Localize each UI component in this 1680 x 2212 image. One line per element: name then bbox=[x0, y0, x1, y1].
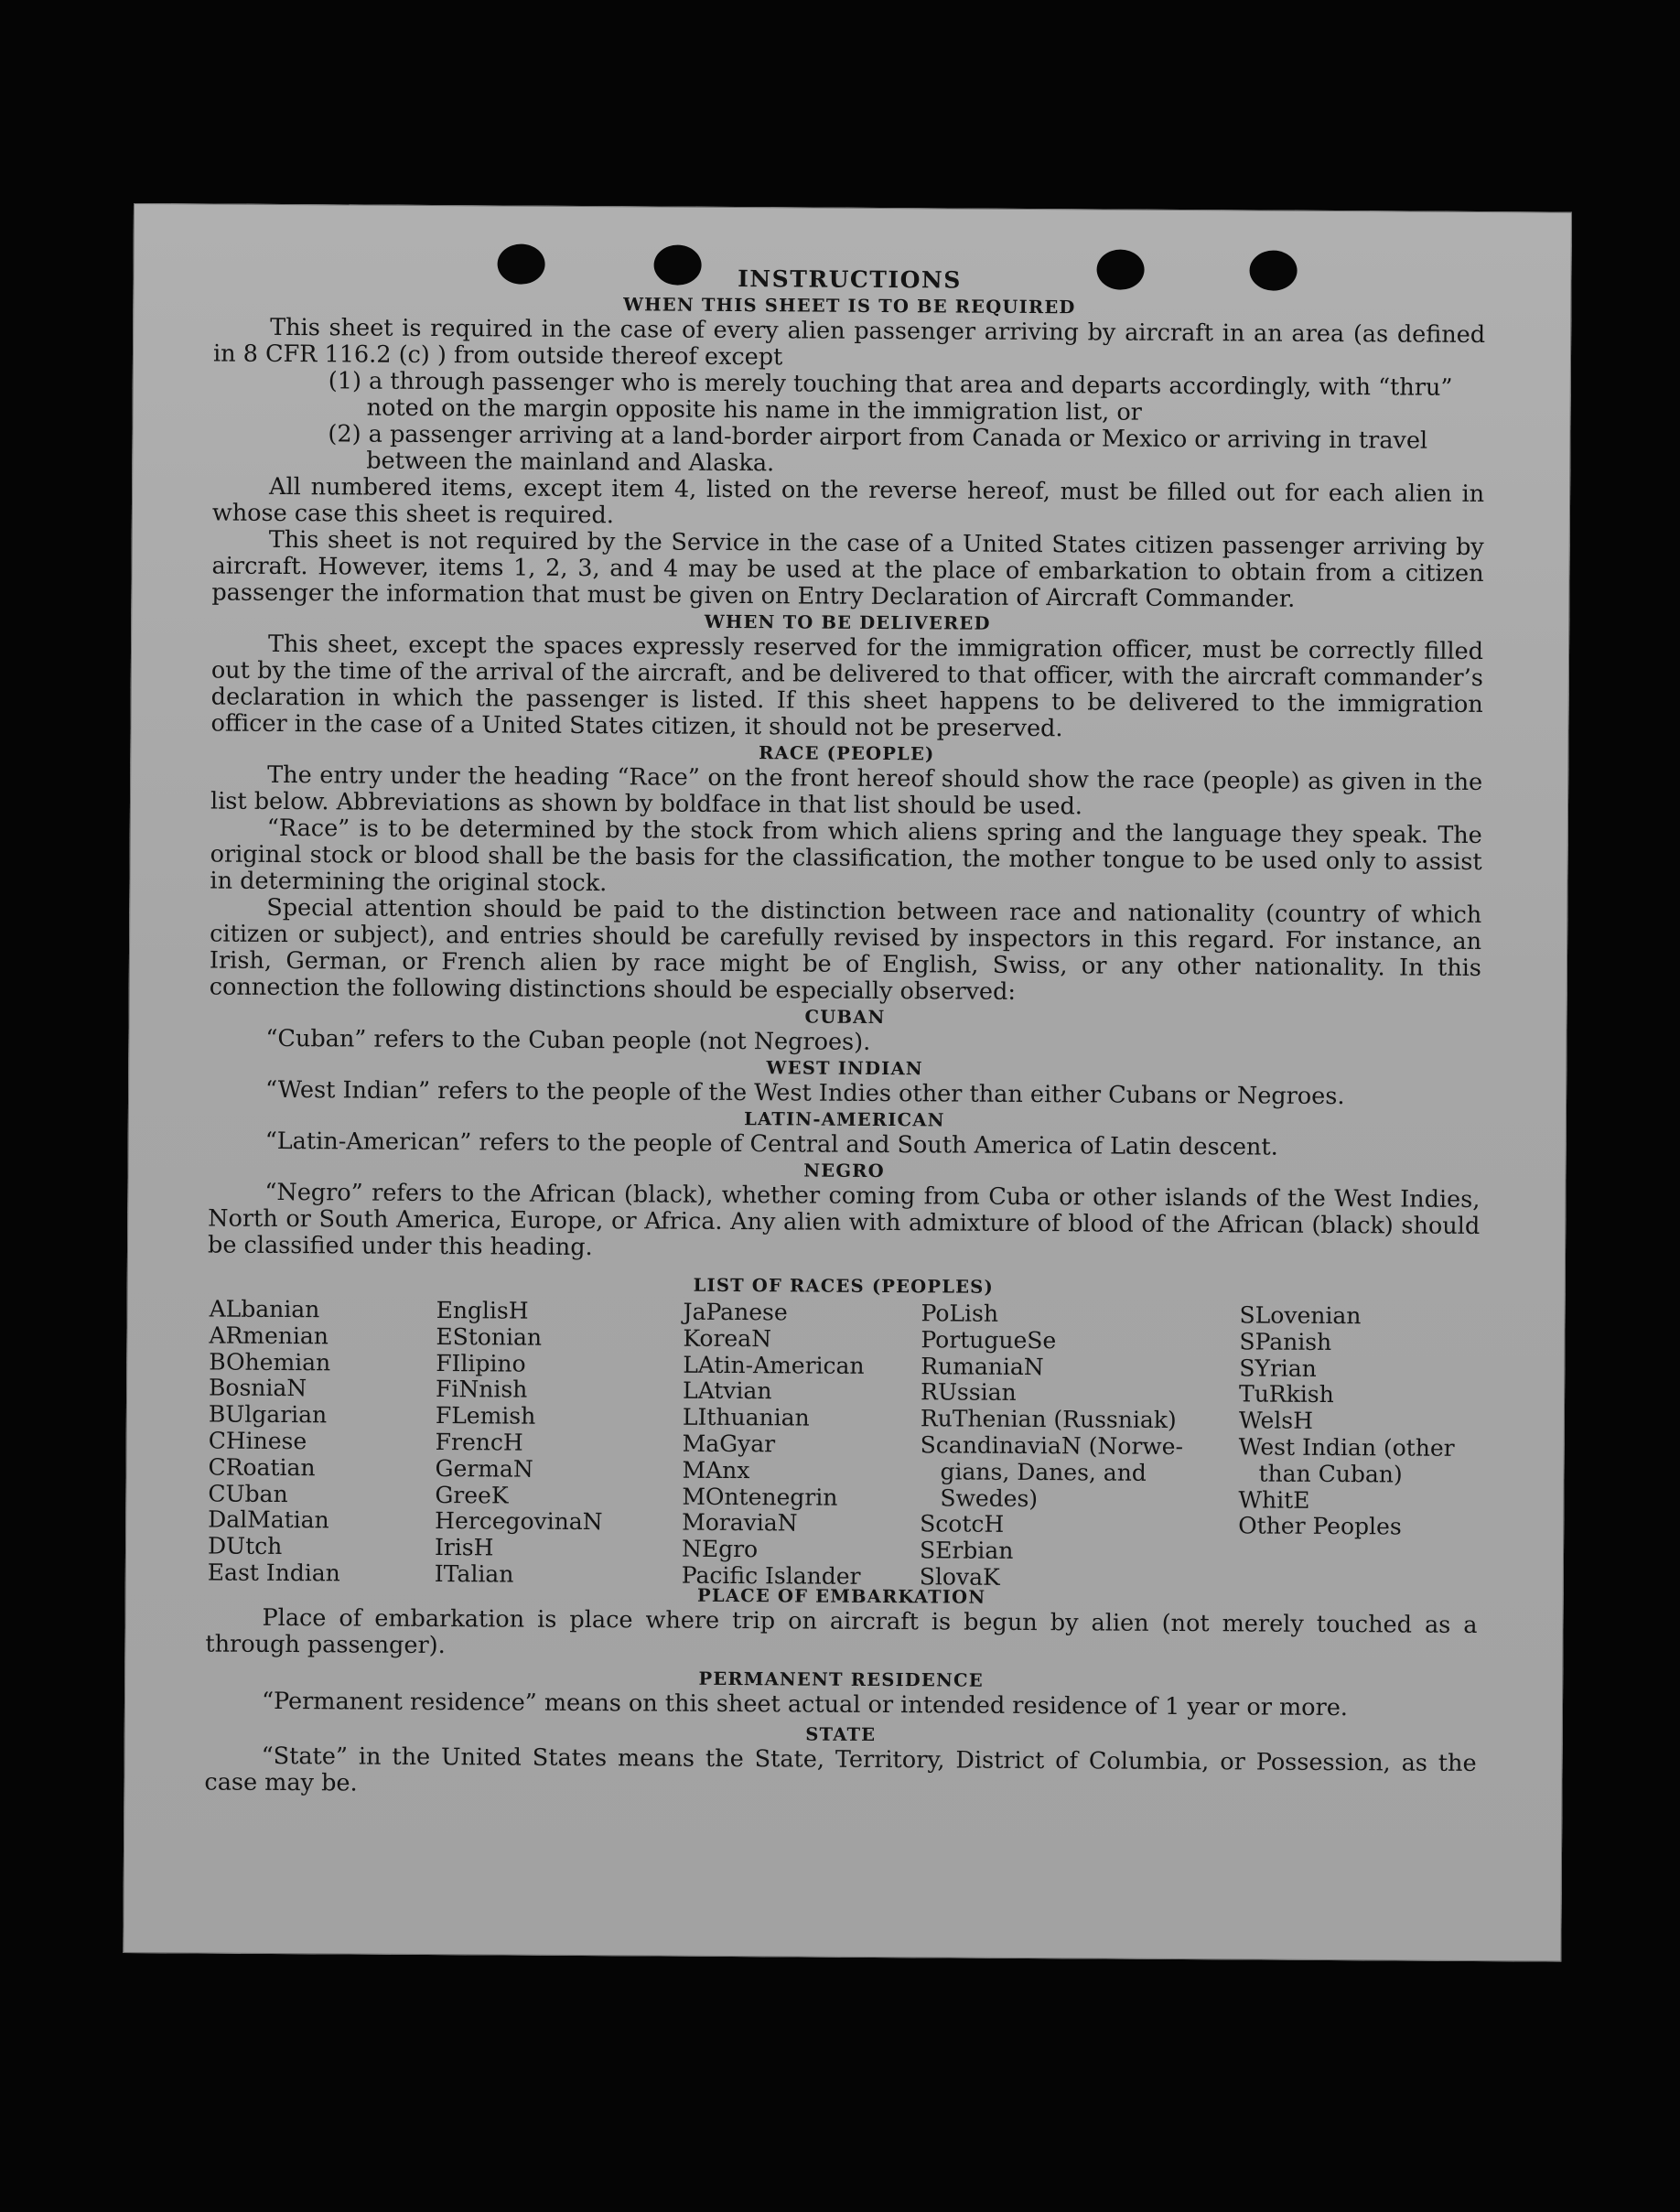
race-entry: BOhemian bbox=[209, 1348, 331, 1376]
race-entry: RuThenian (Russniak) bbox=[920, 1405, 1177, 1434]
race-entry: BosniaN bbox=[209, 1374, 307, 1402]
west-indian-definition: “West Indian” refers to the people of the West Indies other than either Cubans or Negroes. bbox=[264, 1075, 1345, 1111]
race-entry: Pacific Islander bbox=[681, 1561, 861, 1590]
race-entry: RumaniaN bbox=[921, 1352, 1044, 1380]
race-entry: DUtch bbox=[207, 1532, 283, 1560]
races-column-1 bbox=[208, 1297, 342, 1588]
race-entry: PortugueSe bbox=[921, 1326, 1057, 1354]
section-heading-cuban: CUBAN bbox=[804, 1006, 886, 1029]
document-sheet bbox=[123, 203, 1572, 1962]
numbered-items-paragraph: All numbered items, except item 4, listed on the reverse hereof, must be filled out for each alien in whose case this sheet is required. bbox=[211, 472, 1485, 530]
required-intro: This sheet is required in the case of every alien passenger arriving by aircraft in an area (as defined in 8 CFR 116.2 (c) ) from outside thereof except bbox=[212, 313, 1486, 372]
negro-definition: “Negro” refers to the African (black), whether coming from Cuba or other islands of the West Indies, North or South America, Europe, or Africa. Any alien with admixture of blood of the African (black) should be classified under this heading. bbox=[207, 1178, 1481, 1262]
race-entry: WhitE bbox=[1238, 1485, 1310, 1514]
race-paragraph-2: “Race” is to be determined by the stock from which aliens spring and the language they speak. The original stock or blood shall be the basis for the classification, the mother tongue to be used only to assist in determining the original stock. bbox=[210, 814, 1482, 898]
races-column-5 bbox=[1238, 1302, 1455, 1541]
exception-item-2: (2) a passenger arriving at a land-border airport from Canada or Mexico or arriving in travel between the mainland and Alaska. bbox=[328, 420, 1428, 478]
race-entry: GreeK bbox=[435, 1481, 509, 1509]
races-column-3 bbox=[682, 1300, 865, 1591]
citizen-paragraph: This sheet is not required by the Service in the case of a United States citizen passenger arriving by aircraft. However, items 1, 2, 3, and 4 may be used at the place of embarkation to obtain from a citizen passenger the information that must be given on Entry Declaration of Aircraft Commander. bbox=[211, 525, 1484, 613]
race-paragraph-1: The entry under the heading “Race” on the front hereof should show the race (people) as given in the list below. Abbreviations as shown by boldface in that list should be used. bbox=[210, 761, 1483, 821]
race-entry: Other Peoples bbox=[1238, 1512, 1402, 1540]
state-paragraph: “State” in the United States means the State, Territory, District of Columbia, or Possession, as the case may be. bbox=[204, 1742, 1477, 1797]
race-entry: CUban bbox=[208, 1480, 288, 1507]
race-entry: JaPanese bbox=[683, 1298, 788, 1326]
section-heading-delivered: WHEN TO BE DELIVERED bbox=[704, 610, 991, 634]
race-entry: ScandinaviaN (Norwe- bbox=[920, 1431, 1184, 1461]
exception-item-1: (1) a through passenger who is merely touching that area and departs accordingly, with “thru” noted on the margin opposite his name in the immigration list, or bbox=[328, 367, 1453, 426]
race-entry: FIlipino bbox=[436, 1349, 526, 1377]
races-list bbox=[206, 1295, 1480, 1591]
race-entry: BUlgarian bbox=[208, 1400, 328, 1429]
section-heading-state: STATE bbox=[805, 1723, 877, 1745]
race-entry: SLovenian bbox=[1239, 1301, 1362, 1330]
section-heading-race: RACE (PEOPLE) bbox=[759, 742, 935, 765]
delivered-paragraph: This sheet, except the spaces expressly reserved for the immigration officer, must be correctly filled out by the time of the arrival of the aircraft, and be delivered to that officer, with the aircraft commander’s declaration in which the passenger is listed. If this sheet happens to be delivered to the immigration officer in the case of a United States citizen, it should not be preserved. bbox=[210, 630, 1484, 743]
section-heading-embarkation: PLACE OF EMBARKATION bbox=[697, 1584, 986, 1608]
race-entry: IrisH bbox=[434, 1534, 494, 1561]
race-entry-continuation: Swedes) bbox=[940, 1484, 1039, 1512]
race-entry: KoreaN bbox=[683, 1324, 772, 1353]
cuban-definition: “Cuban” refers to the Cuban people (not Negroes). bbox=[265, 1024, 871, 1056]
race-entry: SPanish bbox=[1239, 1328, 1332, 1355]
race-entry: GermaN bbox=[435, 1454, 533, 1483]
race-entry: ARmenian bbox=[209, 1322, 329, 1350]
race-entry: FiNnish bbox=[436, 1376, 528, 1404]
section-heading-required: WHEN THIS SHEET IS TO BE REQUIRED bbox=[623, 294, 1076, 318]
latin-american-definition: “Latin-American” refers to the people of Central and South America of Latin descent. bbox=[264, 1127, 1278, 1161]
race-entry: HercegovinaN bbox=[435, 1507, 603, 1536]
race-entry: East Indian bbox=[207, 1559, 340, 1587]
race-entry: SYrian bbox=[1239, 1354, 1317, 1382]
race-entry: DalMatian bbox=[208, 1505, 329, 1534]
race-entry: MoraviaN bbox=[682, 1509, 798, 1537]
race-entry: TuRkish bbox=[1238, 1380, 1334, 1408]
race-entry: MOntenegrin bbox=[682, 1483, 838, 1511]
residence-paragraph: “Permanent residence” means on this sheet actual or intended residence of 1 year or more. bbox=[261, 1687, 1349, 1722]
race-entry: SlovaK bbox=[919, 1563, 1000, 1591]
instructions-content bbox=[204, 263, 1485, 1804]
race-entry: EnglisH bbox=[436, 1297, 529, 1324]
races-column-2 bbox=[435, 1298, 604, 1589]
race-entry: RUssian bbox=[920, 1378, 1017, 1407]
section-heading-west-indian: WEST INDIAN bbox=[766, 1057, 923, 1080]
race-entry: ScotcH bbox=[920, 1510, 1005, 1538]
section-heading-negro: NEGRO bbox=[803, 1160, 885, 1182]
race-entry: CRoatian bbox=[208, 1453, 316, 1482]
race-entry: MAnx bbox=[682, 1456, 750, 1484]
race-entry: WelsH bbox=[1238, 1407, 1314, 1435]
race-entry: MaGyar bbox=[682, 1430, 776, 1458]
race-entry: SErbian bbox=[919, 1537, 1014, 1565]
page-title: INSTRUCTIONS bbox=[738, 265, 962, 294]
race-entry: ALbanian bbox=[209, 1295, 320, 1323]
race-entry-continuation: than Cuban) bbox=[1258, 1460, 1403, 1488]
race-paragraph-3: Special attention should be paid to the distinction between race and nationality (country of which citizen or subject), and entries should be carefully revised by inspectors in this regard. For instance, an Irish, German, or French alien by race might be of English, Swiss, or any other nationality. In this connection the following distinctions should be especially observed: bbox=[209, 893, 1482, 1006]
race-entry: LAtvian bbox=[682, 1377, 772, 1405]
section-heading-races-list: LIST OF RACES (PEOPLES) bbox=[693, 1274, 995, 1298]
section-heading-latin-american: LATIN-AMERICAN bbox=[744, 1108, 945, 1131]
race-entry: NEgro bbox=[681, 1535, 759, 1563]
race-entry: FLemish bbox=[435, 1402, 536, 1430]
race-entry: ITalian bbox=[434, 1560, 514, 1588]
race-entry: West Indian (other bbox=[1238, 1433, 1455, 1462]
race-entry: CHinese bbox=[208, 1427, 307, 1455]
embarkation-paragraph: Place of embarkation is place where trip on aircraft is begun by alien (not merely touched as a through passenger). bbox=[205, 1603, 1478, 1660]
section-heading-residence: PERMANENT RESIDENCE bbox=[698, 1667, 984, 1691]
races-column-4 bbox=[920, 1300, 1184, 1592]
race-entry: PoLish bbox=[921, 1300, 999, 1327]
race-entry: LAtin-American bbox=[683, 1351, 865, 1379]
race-entry: EStonian bbox=[436, 1322, 543, 1351]
race-entry-continuation: gians, Danes, and bbox=[940, 1458, 1147, 1486]
race-entry: FrencH bbox=[435, 1429, 523, 1456]
race-entry: LIthuanian bbox=[682, 1403, 810, 1431]
